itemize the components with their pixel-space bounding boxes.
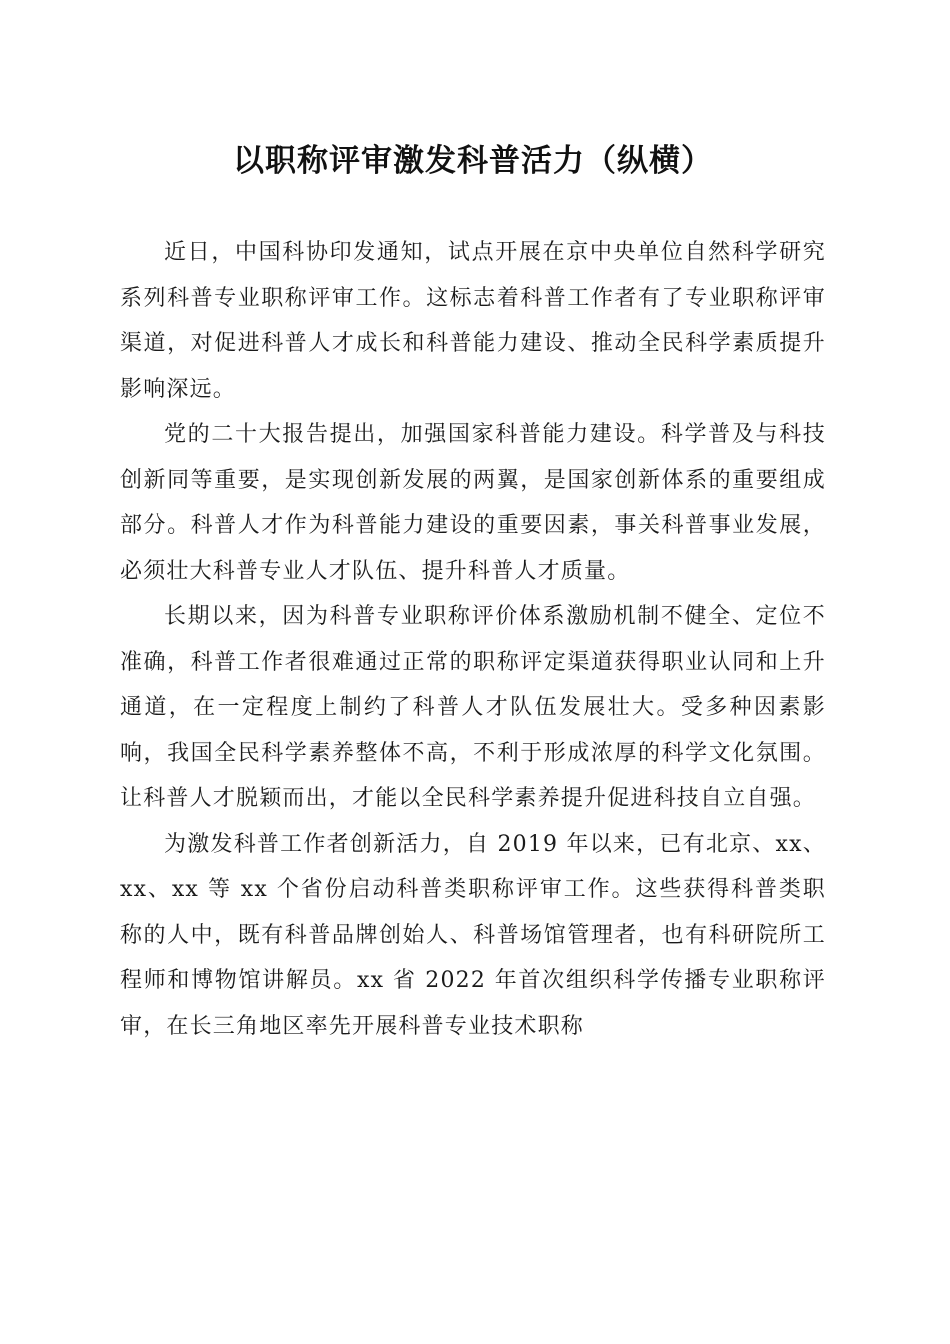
paragraph-2: 党的二十大报告提出，加强国家科普能力建设。科学普及与科技创新同等重要，是实现创新发展的两翼，是国家创新体系的重要组成部分。科普人才作为科普能力建设的重要因素，事关科普事业发展，必须壮大科普专业人才队伍、提升科普人才质量。 bbox=[120, 422, 826, 584]
paragraph-1: 近日，中国科协印发通知，试点开展在京中央单位自然科学研究系列科普专业职称评审工作。这标志着科普工作者有了专业职称评审渠道，对促进科普人才成长和科普能力建设、推动全民科学素质提升影响深远。 bbox=[120, 240, 826, 402]
paragraph-3: 长期以来，因为科普专业职称评价体系激励机制不健全、定位不准确，科普工作者很难通过正常的职称评定渠道获得职业认同和上升通道，在一定程度上制约了科普人才队伍发展壮大。受多种因素影响，我国全民科学素养整体不高，不利于形成浓厚的科学文化氛围。让科普人才脱颖而出，才能以全民科学素养提升促进科技自立自强。 bbox=[120, 604, 826, 811]
paragraph-4: 为激发科普工作者创新活力，自 2019 年以来，已有北京、xx、xx、xx 等 xx 个省份启动科普类职称评审工作。这些获得科普类职称的人中，既有科普品牌创始人、科普场馆管理者，也有科研院所工程师和博物馆讲解员。xx 省 2022 年首次组织科学传播专业职称评审，在长三角地区率先开展科普专业技术职称 bbox=[120, 831, 826, 1039]
document-title: 以职称评审激发科普活力（纵横） bbox=[233, 143, 713, 179]
